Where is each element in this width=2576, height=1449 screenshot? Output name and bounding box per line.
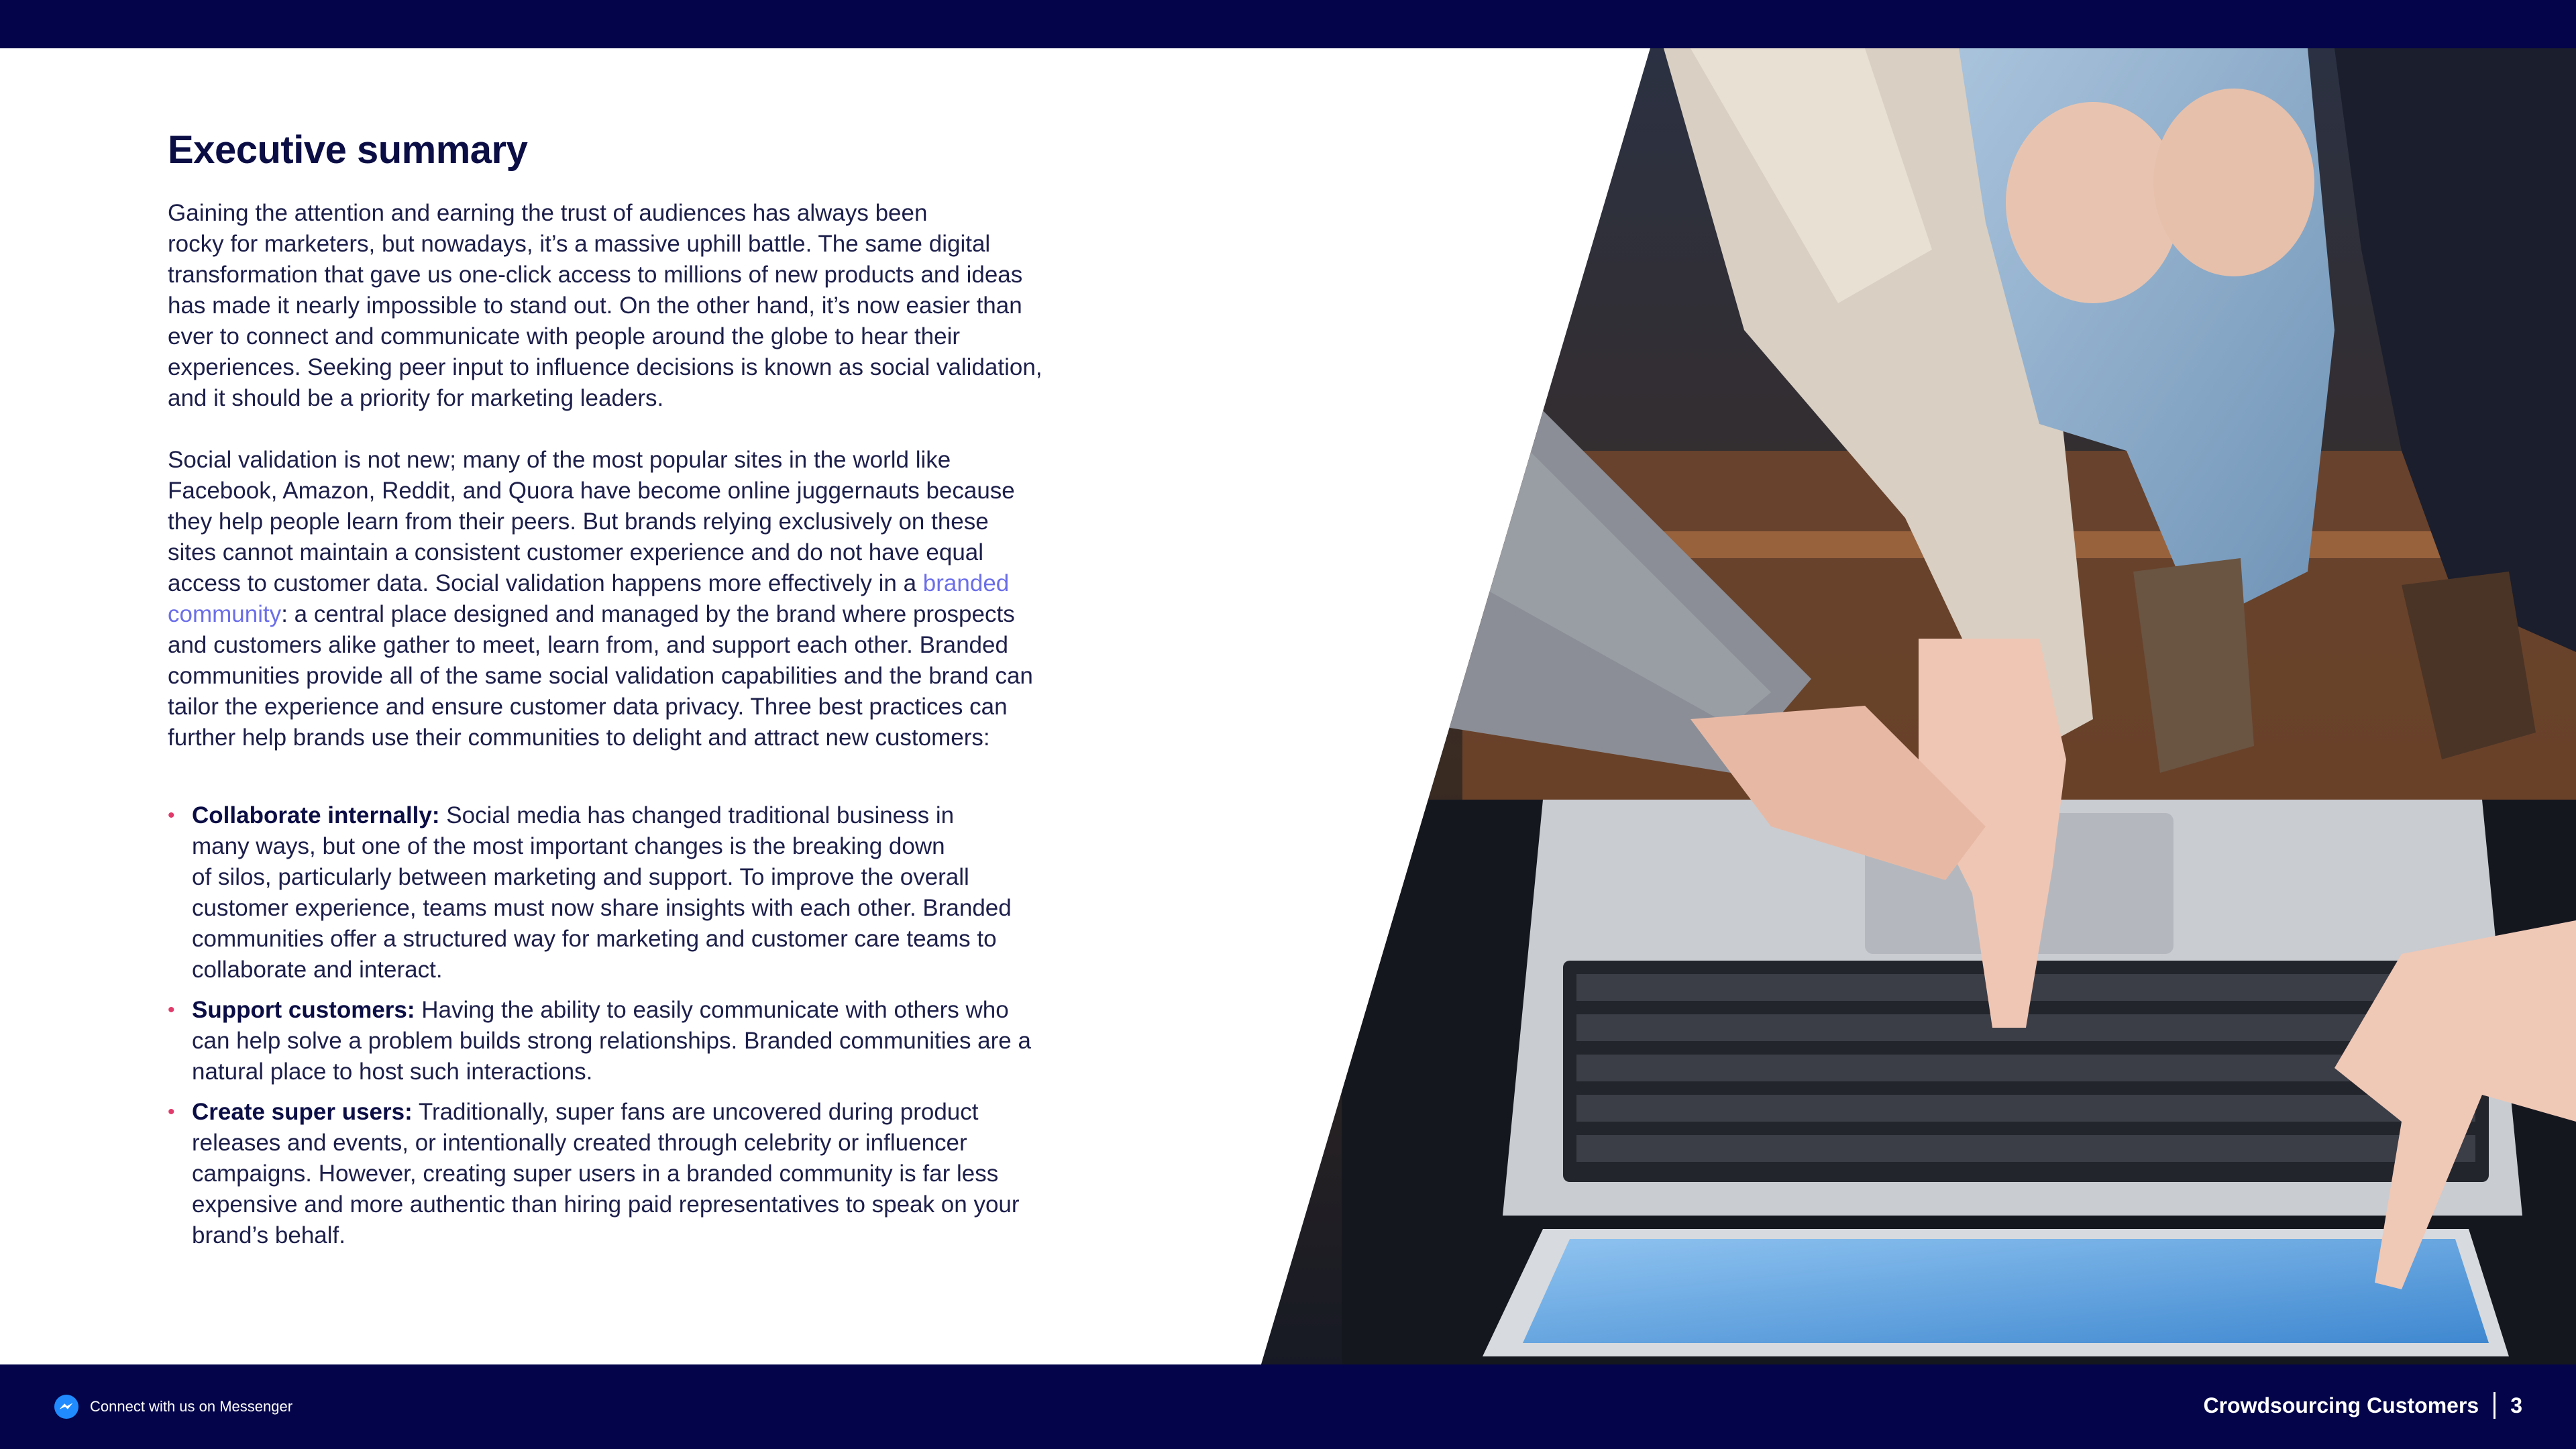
body-row: Social validation is not new; many of the most popular sites in the world like	[168, 447, 951, 473]
messenger-icon	[54, 1394, 79, 1419]
body-row-with-link	[168, 568, 1174, 599]
bullet-row: campaigns. However, creating super users in a branded community is far less	[192, 1161, 999, 1187]
intro-row: and it should be a priority for marketing leaders.	[168, 385, 664, 411]
bullet-text: Traditionally, super fans are uncovered during product	[412, 1099, 979, 1125]
top-banner	[0, 0, 2576, 48]
link-row-suffix: : a central place designed and managed by the brand where prospects	[281, 601, 1015, 627]
branded-community-link-part2[interactable]: community	[168, 601, 282, 627]
intro-row: Gaining the attention and earning the trust of audiences has always been	[168, 200, 928, 226]
body-row: further help brands use their communities to delight and attract new customers:	[168, 724, 990, 751]
bullet-first-row	[192, 800, 1174, 831]
body-row-with-link	[168, 599, 1174, 630]
photo-illustration	[1261, 48, 2576, 1364]
bullet-row: of silos, particularly between marketing and support. To improve the overall	[192, 864, 969, 890]
messenger-label: Connect with us on Messenger	[90, 1398, 293, 1415]
bullet-row: expensive and more authentic than hiring paid representatives to speak on your	[192, 1191, 1020, 1218]
body-row: tailor the experience and ensure customer data privacy. Three best practices can	[168, 694, 1008, 720]
bullet-first-row	[192, 995, 1174, 1026]
footer-bar	[0, 1364, 2576, 1449]
bullet-icon: •	[168, 804, 175, 826]
bullet-first-row	[192, 1097, 1174, 1128]
branded-community-link-part1[interactable]: branded	[922, 570, 1010, 596]
bullet-row: brand’s behalf.	[192, 1222, 345, 1248]
body-row: communities provide all of the same social validation capabilities and the brand can	[168, 663, 1033, 689]
bullet-row: can help solve a problem builds strong relationships. Branded communities are a	[192, 1028, 1031, 1054]
body-row: and customers alike gather to meet, learn from, and support each other. Branded	[168, 632, 1008, 658]
footer-page-info	[2203, 1389, 2522, 1422]
bullet-text: Social media has changed traditional business in	[439, 802, 955, 828]
body-row: Facebook, Amazon, Reddit, and Quora have become online juggernauts because	[168, 478, 1015, 504]
list-item	[168, 800, 1174, 985]
intro-paragraph	[168, 198, 1174, 414]
intro-row: has made it nearly impossible to stand out. On the other hand, it’s now easier than	[168, 292, 1022, 319]
list-item	[168, 995, 1174, 1087]
bullet-row: releases and events, or intentionally created through celebrity or influencer	[192, 1130, 967, 1156]
page-number: 3	[2510, 1393, 2522, 1417]
bullet-heading: Collaborate internally:	[192, 802, 440, 828]
list-item	[168, 1097, 1174, 1251]
intro-row: ever to connect and communicate with people around the globe to hear their	[168, 323, 961, 350]
page-title: Executive summary	[168, 128, 528, 172]
bullet-row: natural place to host such interactions.	[192, 1059, 593, 1085]
messenger-link[interactable]	[54, 1394, 292, 1419]
bullet-row: communities offer a structured way for marketing and customer care teams to	[192, 926, 997, 952]
bullet-row: customer experience, teams must now share insights with each other. Branded	[192, 895, 1012, 921]
bullet-text: Having the ability to easily communicate with others who	[415, 997, 1009, 1023]
intro-row: experiences. Seeking peer input to influence decisions is known as social validation,	[168, 354, 1042, 380]
executive-summary-section	[168, 127, 1174, 1260]
bullet-icon: •	[168, 999, 175, 1021]
bullet-row: many ways, but one of the most important changes is the breaking down	[192, 833, 945, 859]
bullet-icon: •	[168, 1101, 175, 1123]
bullet-row: collaborate and interact.	[192, 957, 443, 983]
social-validation-paragraph	[168, 445, 1174, 753]
intro-row: rocky for marketers, but nowadays, it’s a massive uphill battle. The same digital	[168, 231, 991, 257]
link-row-prefix: access to customer data. Social validation happens more effectively in a	[168, 570, 923, 596]
intro-row: transformation that gave us one-click access to millions of new products and ideas	[168, 262, 1023, 288]
hero-photo	[1261, 48, 2576, 1364]
body-row: sites cannot maintain a consistent customer experience and do not have equal	[168, 539, 984, 566]
footer-divider	[2493, 1392, 2496, 1419]
body-row: they help people learn from their peers. But brands relying exclusively on these	[168, 508, 989, 535]
bullet-heading: Create super users:	[192, 1099, 413, 1125]
document-title: Crowdsourcing Customers	[2203, 1393, 2479, 1417]
best-practices-list	[168, 800, 1174, 1251]
bullet-heading: Support customers:	[192, 997, 415, 1023]
